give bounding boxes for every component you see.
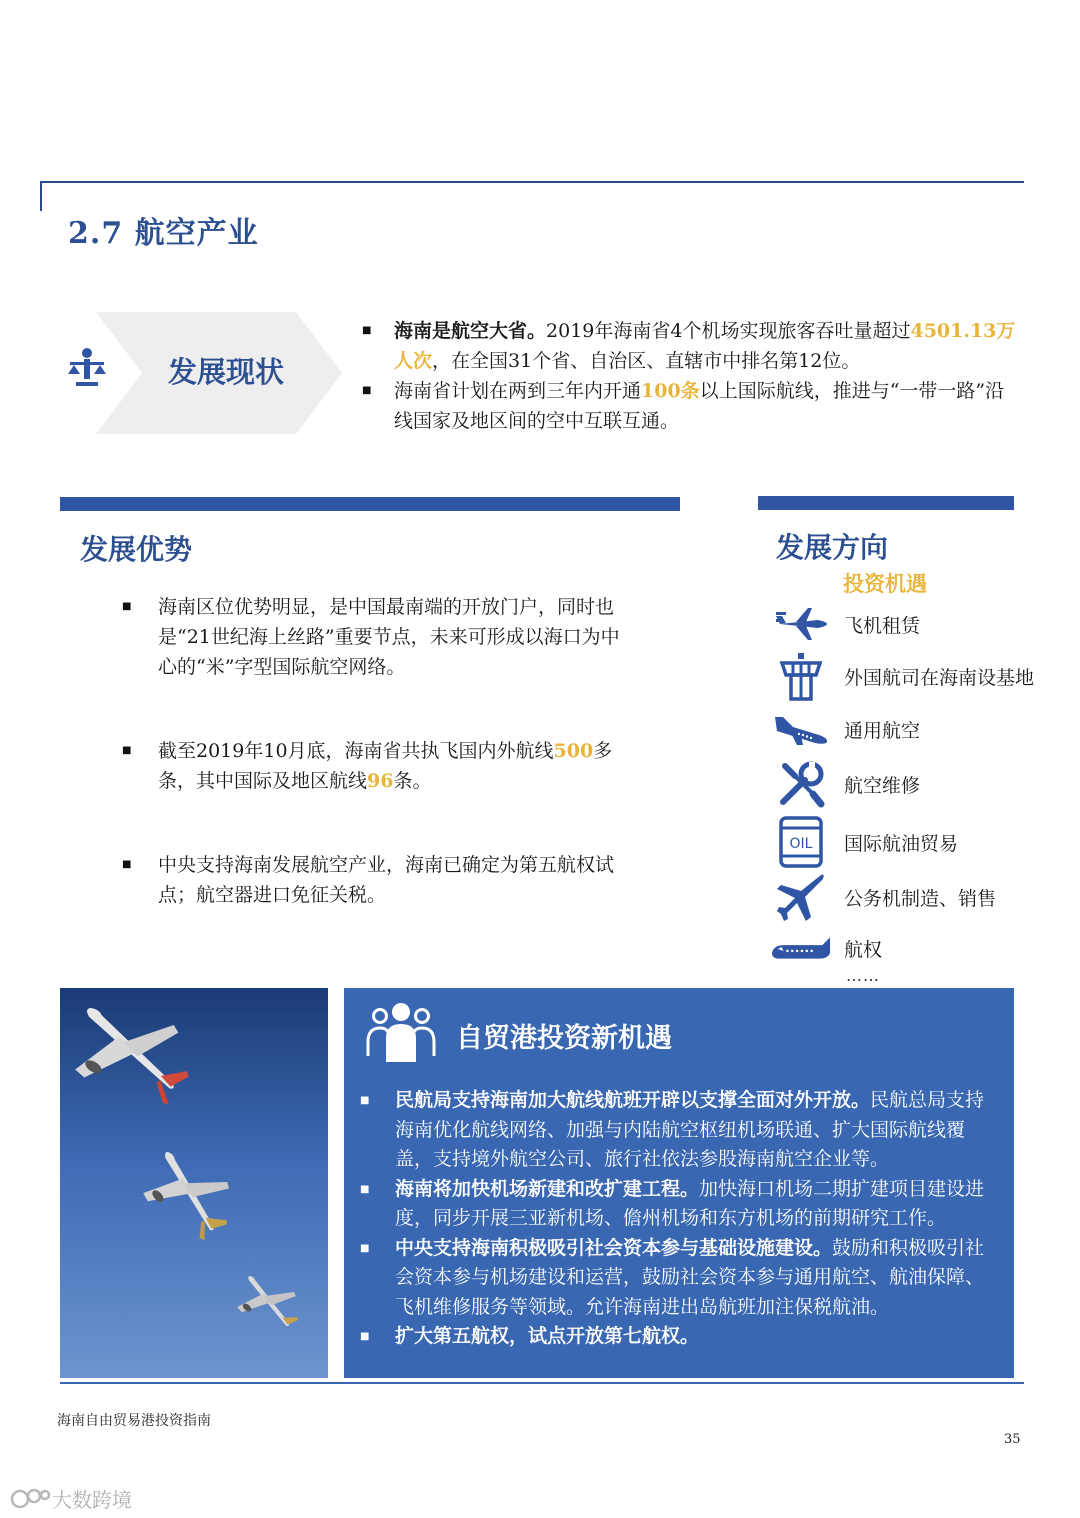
direction-item-label: 外国航司在海南设基地 [844, 666, 1035, 689]
status-bullet-1-lead: 海南是航空大省。 [394, 320, 547, 342]
status-bullet-2-post: 以上国际航线，推进与“一带一路”沿线国家及地区间的空中互联互通。 [394, 380, 1005, 432]
oil-barrel-icon [777, 816, 825, 868]
ftz-title: 自贸港投资新机遇 [456, 1023, 672, 1054]
header-rule-tick [40, 181, 42, 211]
ftz-bullet-4-lead: 扩大第五航权，试点开放第七航权。 [395, 1325, 700, 1347]
direction-item-label: 飞机租赁 [844, 614, 921, 637]
status-bullet-1-pre: 2019年海南省4个机场实现旅客吞吐量超过 [546, 320, 911, 342]
footer-rule [60, 1382, 1024, 1384]
advantage-item-2-post: 条。 [393, 770, 432, 792]
direction-item-jet-fuel-trade [770, 819, 1070, 865]
direction-title: 发展方向 [776, 531, 889, 564]
advantage-item-1: ■ 海南区位优势明显，是中国最南端的开放门户，同时也是“21世纪海上丝路”重要节点，未来可形成以海口为中心的“米”字型国际航空网络。 [120, 592, 620, 682]
direction-subtitle: 投资机遇 [843, 571, 927, 596]
ftz-bullet-2-text: 加快海口机场二期扩建项目建设进度，同步开展三亚新机场、儋州机场和东方机场的前期研究工作。 [395, 1177, 985, 1229]
people-group-icon [366, 1000, 436, 1064]
direction-ellipsis: …… [846, 966, 880, 985]
direction-item-general-aviation [770, 706, 1070, 752]
direction-item-business-jet [770, 874, 1070, 920]
ftz-bullet-3 [360, 1234, 1000, 1323]
status-bullet-1-highlight: 4501.13万人次 [394, 320, 1016, 372]
direction-item-foreign-airline-base [770, 653, 1070, 699]
status-bullet-1 [358, 316, 1018, 376]
advantage-item-3: ■ 中央支持海南发展航空产业，海南已确定为第五航权试点；航空器进口免征关税。 [120, 850, 620, 910]
aircraft-illustration [60, 988, 328, 1378]
direction-item-label: 国际航油贸易 [844, 832, 959, 855]
status-bullets [358, 316, 1018, 436]
oil-text: OIL [789, 836, 813, 852]
advantage-item-2-h2: 96 [367, 770, 394, 792]
status-bullet-2-pre: 海南省计划在两到三年内开通 [394, 380, 642, 402]
direction-item-label: 通用航空 [844, 719, 921, 742]
plane-takeoff-icon [773, 711, 829, 747]
advantage-item-2-h1: 500 [553, 740, 594, 762]
plane-up-icon [775, 871, 827, 923]
ftz-bullet-3-text: 鼓励和积极吸引社会资本参与机场建设和运营，鼓励社会资本参与通用航空、航油保障、飞机维修服务等领域。允许海南进出岛航班加注保税航油。 [395, 1236, 985, 1318]
direction-item-aviation-maintenance [770, 761, 1070, 807]
ftz-bullet-4 [360, 1322, 1000, 1352]
status-bullet-2-highlight: 100条 [641, 380, 700, 402]
direction-item-air-rights [770, 925, 1070, 971]
advantages-bar [60, 497, 680, 511]
footer-doc-title: 海南自由贸易港投资指南 [57, 1413, 211, 1429]
watermark-logo-icon [10, 1486, 52, 1512]
people-scale-icon [64, 346, 110, 392]
advantage-item-2-mid: 多条，其中国际及地区航线 [158, 740, 613, 792]
section-title: 2.7 航空产业 [68, 216, 259, 251]
aircraft-photo [60, 988, 328, 1378]
advantage-item-2-pre: 截至2019年10月底，海南省共执飞国内外航线 [158, 740, 554, 762]
ftz-bullet-3-lead: 中央支持海南积极吸引社会资本参与基础设施建设。 [395, 1236, 833, 1259]
ftz-bullet-2 [360, 1175, 1000, 1234]
ftz-bullet-1 [360, 1086, 1000, 1175]
watermark-text: 大数跨境 [52, 1488, 132, 1512]
plane-right-icon [774, 604, 828, 644]
ftz-bullets [360, 1086, 1000, 1352]
advantages-list [120, 592, 620, 910]
status-bullet-2 [358, 376, 1018, 436]
control-tower-icon [776, 651, 826, 701]
ftz-bullet-2-lead: 海南将加快机场新建和改扩建工程。 [395, 1177, 700, 1200]
ftz-bullet-1-lead: 民航局支持海南加大航线航班开辟以支撑全面对外开放。 [395, 1089, 871, 1111]
direction-item-label: 航权 [844, 938, 883, 961]
direction-bar [758, 496, 1014, 510]
page-number: 35 [1004, 1432, 1021, 1447]
direction-item-label: 航空维修 [844, 774, 921, 797]
advantages-title: 发展优势 [80, 533, 193, 566]
ftz-bullet-1-text: 民航总局支持海南优化航线网络、加强与内陆航空枢纽机场联通、扩大国际航线覆盖，支持境外航空公司、旅行社依法参股海南航空企业等。 [395, 1089, 985, 1170]
direction-item-aircraft-leasing [770, 601, 1070, 647]
airliner-icon [770, 933, 832, 963]
status-label: 发展现状 [168, 355, 285, 389]
status-bullet-1-post: ，在全国31个省、自治区、直辖市中排名第12位。 [432, 350, 861, 372]
header-rule [40, 181, 1024, 183]
wrench-screwdriver-icon [777, 760, 825, 808]
direction-item-label: 公务机制造、销售 [844, 887, 997, 910]
advantage-item-2 [120, 736, 620, 796]
watermark [10, 1484, 132, 1513]
